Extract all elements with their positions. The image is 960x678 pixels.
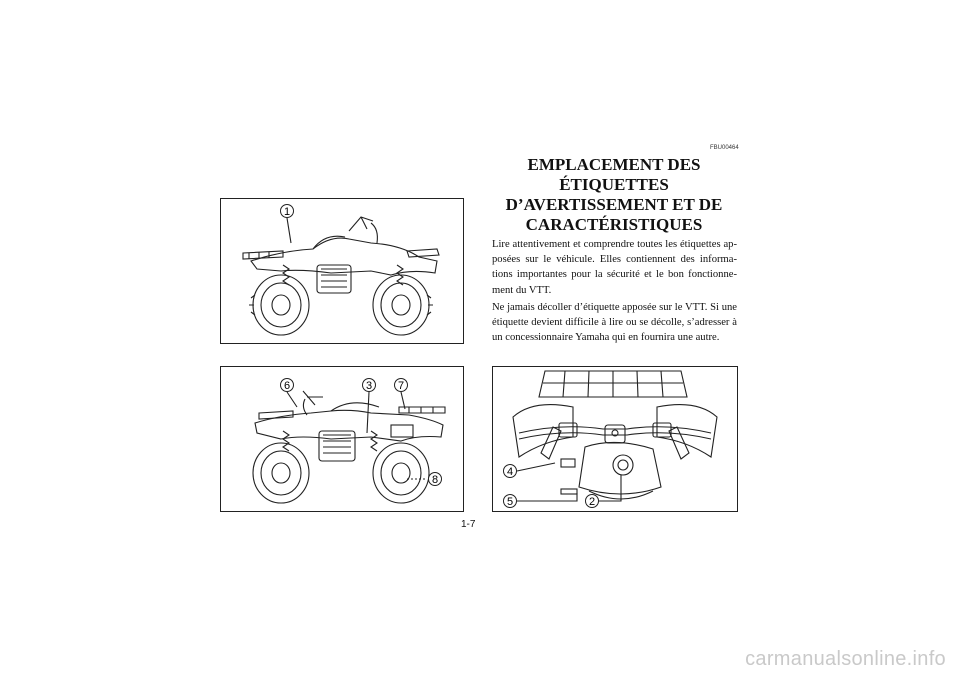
callout-8 (429, 473, 442, 487)
heading-line: ÉTIQUETTES (559, 175, 669, 194)
callout-1 (281, 205, 294, 219)
paragraph: Lire attentivement et comprendre toutes les étiquettes ap-posées sur le véhicule. Elles contiennent des informa-tions importantes pour la sécurité et le bon fonctionne-ment du VTT. (492, 239, 737, 296)
handlebar-drawing (493, 367, 737, 511)
svg-text:6: 6 (283, 380, 291, 392)
atv-right-side-illustration (220, 366, 464, 512)
callout-6 (281, 379, 294, 393)
atv-left-side-illustration (220, 198, 464, 344)
heading-line: EMPLACEMENT DES (527, 155, 701, 174)
watermark: carmanualsonline.info (745, 648, 946, 670)
handlebar-illustration (492, 366, 738, 512)
callout-4 (504, 465, 517, 479)
callout-3 (363, 379, 376, 393)
callout-2 (586, 495, 599, 509)
atv-right-side-drawing (221, 367, 463, 511)
callout-5 (504, 495, 517, 509)
svg-text:7: 7 (397, 380, 405, 392)
document-code: FBU00464 (710, 145, 739, 151)
page-number: 1-7 (461, 519, 476, 530)
body-text (492, 237, 737, 347)
heading-line: CARACTÉRISTIQUES (525, 215, 703, 234)
svg-text:3: 3 (365, 380, 373, 392)
svg-text:1: 1 (283, 206, 291, 218)
section-heading (492, 155, 736, 235)
heading-line: D’AVERTISSEMENT ET DE (505, 195, 723, 214)
callout-7 (395, 379, 408, 393)
svg-text:4: 4 (506, 466, 514, 478)
svg-text:8: 8 (431, 474, 439, 486)
atv-left-side-drawing (221, 199, 463, 343)
paragraph: Ne jamais décoller d’étiquette apposée sur le VTT. Si une étiquette devient difficile à lire ou se décolle, s’adresser à un concessionnaire Yamaha qui en fournira une autre. (492, 301, 737, 344)
svg-text:2: 2 (588, 496, 596, 508)
svg-text:5: 5 (506, 496, 514, 508)
